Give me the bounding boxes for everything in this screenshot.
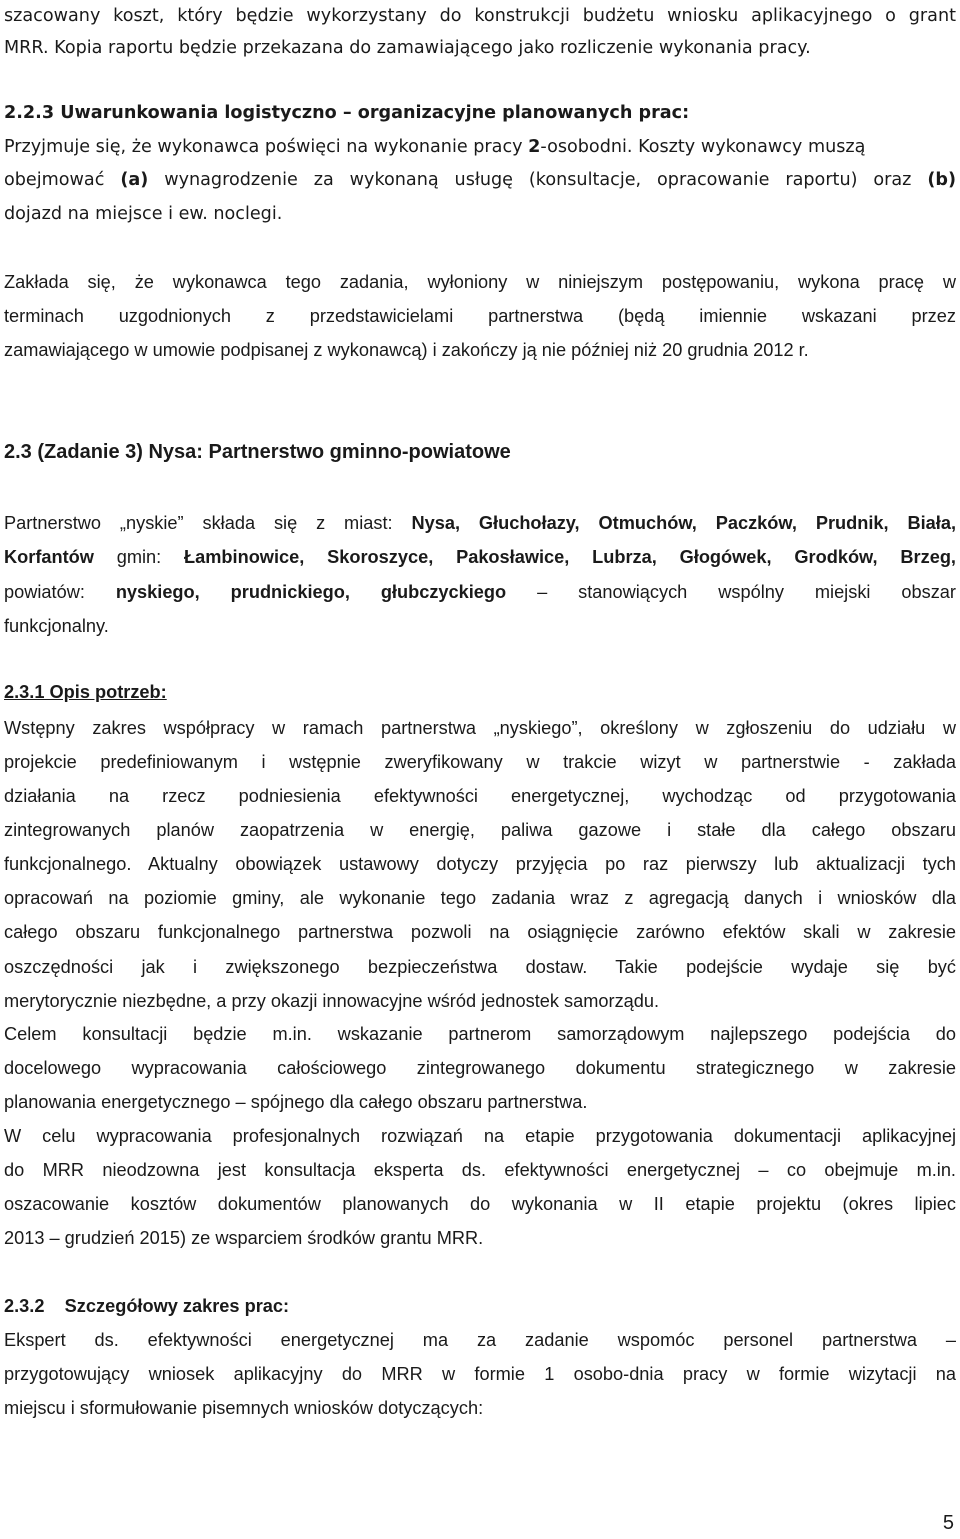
paragraph-line: do MRR nieodzowna jest konsultacja eksperta ds. efektywności energetycznej – co obejmuje m.in. [4, 1160, 956, 1180]
text-run: obejmować [4, 170, 121, 190]
paragraph-line: funkcjonalnego. Aktualny obowiązek ustawowy dotyczy przyjęcia po raz pierwszy lub aktualizacji tych [4, 854, 956, 874]
text-run: – stanowiących wspólny miejski obszar [506, 582, 956, 602]
paragraph-line [4, 135, 956, 159]
paragraph-line: całego obszaru funkcjonalnego partnerstwa pozwoli na osiągnięcie zarówno efektów skali w zakresie [4, 922, 956, 942]
paragraph-line: opracowań na poziomie gminy, ale wykonanie tego zadania wraz z agregacją danych i wniosków dla [4, 888, 956, 908]
paragraph-line: Zakłada się, że wykonawca tego zadania, wyłoniony w niniejszym postępowaniu, wykona pracę w [4, 272, 956, 292]
paragraph-line: terminach uzgodnionych z przedstawicielami partnerstwa (będą imiennie wskazani przez [4, 306, 956, 326]
page-number: 5 [942, 1512, 954, 1534]
paragraph-line: działania na rzecz podniesienia efektywności energetycznej, wychodząc od przygotowania [4, 786, 956, 806]
text-run: wynagrodzenie za wykonaną usługę (konsultacje, opracowanie raportu) oraz [148, 170, 928, 190]
paragraph-line: Celem konsultacji będzie m.in. wskazanie partnerom samorządowym najlepszego podejścia do [4, 1024, 956, 1044]
paragraph-line: funkcjonalny. [4, 616, 109, 636]
paragraph-line: Ekspert ds. efektywności energetycznej ma za zadanie wspomóc personel partnerstwa – [4, 1330, 956, 1350]
text-run-bold: (b) [927, 170, 956, 190]
paragraph-line: 2013 – grudzień 2015) ze wsparciem środków grantu MRR. [4, 1228, 484, 1248]
paragraph-line [4, 168, 956, 192]
text-run-bold: nyskiego, prudnickiego, głubczyckiego [115, 582, 507, 602]
text-run: powiatów: [4, 582, 116, 602]
section-heading-2-3-1: 2.3.1 Opis potrzeb: [4, 682, 167, 702]
paragraph-line [4, 511, 956, 535]
text-run: -osobodni. Koszty wykonawcy muszą [540, 137, 866, 157]
paragraph-line: planowania energetycznego – spójnego dla całego obszaru partnerstwa. [4, 1092, 588, 1112]
paragraph-line: miejscu i sformułowanie pisemnych wniosków dotyczących: [4, 1398, 484, 1418]
text-run-bold: Łambinowice, Skoroszyce, Pakosławice, Lubrza, Głogówek, Grodków, Brzeg, [184, 547, 956, 567]
paragraph-line: Wstępny zakres współpracy w ramach partnerstwa „nyskiego”, określony w zgłoszeniu do udziału w [4, 718, 956, 738]
section-heading-2-3-2: 2.3.2 Szczegółowy zakres prac: [4, 1296, 290, 1316]
paragraph-line: zamawiającego w umowie podpisanej z wykonawcą) i zakończy ją nie później niż 20 grudnia 2012 r. [4, 340, 809, 360]
paragraph-line [4, 545, 956, 569]
paragraph-line: zintegrowanych planów zaopatrzenia w energię, paliwa gazowe i stałe dla całego obszaru [4, 820, 956, 840]
paragraph-line: dojazd na miejsce i ew. noclegi. [4, 204, 283, 224]
paragraph-line: projekcie predefiniowanym i wstępnie zweryfikowany w trakcie wizyt w partnerstwie - zakłada [4, 752, 956, 772]
section-heading-2-2-3: 2.2.3 Uwarunkowania logistyczno – organizacyjne planowanych prac: [4, 103, 690, 123]
paragraph-line: szacowany koszt, który będzie wykorzystany do konstrukcji budżetu wniosku aplikacyjnego o grant [4, 6, 956, 26]
text-run: Przyjmuje się, że wykonawca poświęci na wykonanie pracy [4, 137, 529, 157]
text-run: Partnerstwo „nyskie” składa się z miast: [4, 513, 412, 533]
text-run-bold: 2 [528, 137, 541, 157]
text-run-bold: Nysa, Głuchołazy, Otmuchów, Paczków, Prudnik, Biała, [411, 513, 956, 533]
paragraph-line: oszacowanie kosztów dokumentów planowanych do wykonania w II etapie projektu (okres lipiec [4, 1194, 956, 1214]
paragraph-line: przygotowujący wniosek aplikacyjny do MRR w formie 1 osobo-dnia pracy w formie wizytacji na [4, 1364, 956, 1384]
text-run-bold: Korfantów [4, 547, 94, 567]
paragraph-line: merytorycznie niezbędne, a przy okazji innowacyjne wśród jednostek samorządu. [4, 991, 660, 1011]
paragraph-line: docelowego wypracowania całościowego zintegrowanego dokumentu strategicznego w zakresie [4, 1058, 956, 1078]
section-heading-2-3: 2.3 (Zadanie 3) Nysa: Partnerstwo gminno-powiatowe [4, 441, 511, 463]
text-run-bold: (a) [120, 170, 149, 190]
paragraph-line: oszczędności jak i zwiększonego bezpieczeństwa dostaw. Takie podejście wydaje się być [4, 957, 956, 977]
paragraph-line: W celu wypracowania profesjonalnych rozwiązań na etapie przygotowania dokumentacji aplikacyjnej [4, 1126, 956, 1146]
paragraph-line: MRR. Kopia raportu będzie przekazana do zamawiającego jako rozliczenie wykonania pracy. [4, 38, 811, 58]
text-run: gmin: [93, 547, 185, 567]
paragraph-line [4, 580, 956, 604]
